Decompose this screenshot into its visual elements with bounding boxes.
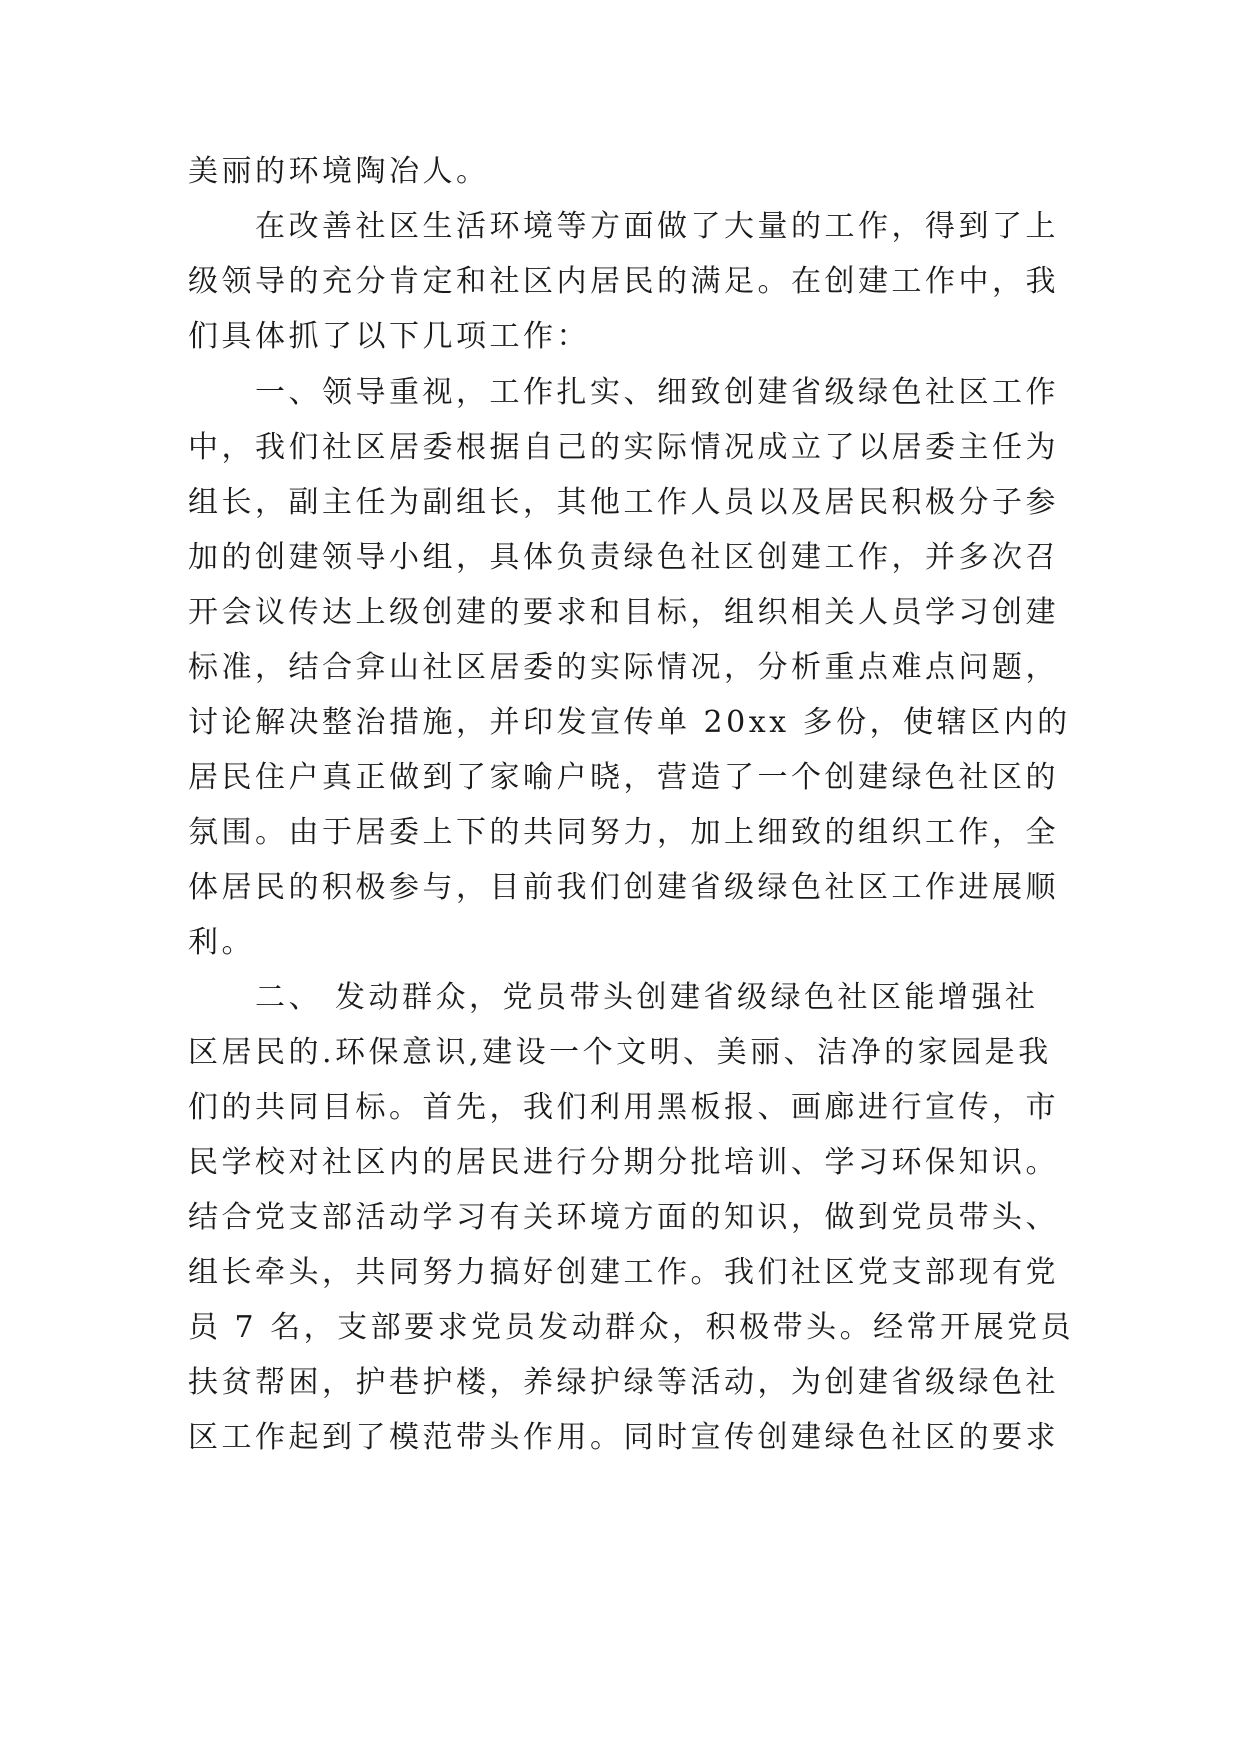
- section-1-line-10: 体居民的积极参与，目前我们创建省级绿色社区工作进展顺: [188, 870, 1059, 905]
- section-1-line-11: 利。: [188, 925, 255, 960]
- section-1-line-5: 开会议传达上级创建的要求和目标，组织相关人员学习创建: [188, 595, 1059, 630]
- section-2-line-4: 民学校对社区内的居民进行分期分批培训、学习环保知识。: [188, 1145, 1059, 1180]
- section-1-line-8: 居民住户真正做到了家喻户晓，营造了一个创建绿色社区的: [188, 760, 1059, 795]
- section-1-line-2: 中，我们社区居委根据自己的实际情况成立了以居委主任为: [188, 430, 1059, 465]
- paragraph-1-line-3: 们具体抓了以下几项工作：: [188, 319, 590, 354]
- paragraph-1-line-1: 在改善社区生活环境等方面做了大量的工作，得到了上: [255, 209, 1059, 244]
- section-1-line-6: 标准，结合弇山社区居委的实际情况，分析重点难点问题，: [188, 650, 1059, 685]
- section-2-line-3: 们的共同目标。首先，我们利用黑板报、画廊进行宣传，市: [188, 1090, 1059, 1125]
- section-1-line-9: 氛围。由于居委上下的共同努力，加上细致的组织工作，全: [188, 815, 1059, 850]
- section-2-heading-line: 二、 发动群众，党员带头创建省级绿色社区能增强社: [255, 980, 1039, 1015]
- section-1-line-7: 讨论解决整治措施，并印发宣传单 20xx 多份，使辖区内的: [188, 705, 1071, 740]
- section-2-line-9: 区工作起到了模范带头作用。同时宣传创建绿色社区的要求: [188, 1420, 1059, 1455]
- section-1-line-3: 组长，副主任为副组长，其他工作人员以及居民积极分子参: [188, 485, 1059, 520]
- section-2-line-5: 结合党支部活动学习有关环境方面的知识，做到党员带头、: [188, 1200, 1059, 1235]
- section-2-line-2: 区居民的.环保意识,建设一个文明、美丽、洁净的家园是我: [188, 1035, 1052, 1070]
- section-1-line-4: 加的创建领导小组，具体负责绿色社区创建工作，并多次召: [188, 540, 1059, 575]
- section-2-line-7: 员 7 名，支部要求党员发动群众，积极带头。经常开展党员: [188, 1310, 1075, 1345]
- section-1-heading-line: 一、领导重视，工作扎实、细致创建省级绿色社区工作: [255, 375, 1059, 410]
- text-line-1: 美丽的环境陶冶人。: [188, 154, 490, 189]
- section-2-line-8: 扶贫帮困，护巷护楼，养绿护绿等活动，为创建省级绿色社: [188, 1365, 1059, 1400]
- paragraph-1-line-2: 级领导的充分肯定和社区内居民的满足。在创建工作中，我: [188, 264, 1059, 299]
- section-2-line-6: 组长牵头，共同努力搞好创建工作。我们社区党支部现有党: [188, 1255, 1059, 1290]
